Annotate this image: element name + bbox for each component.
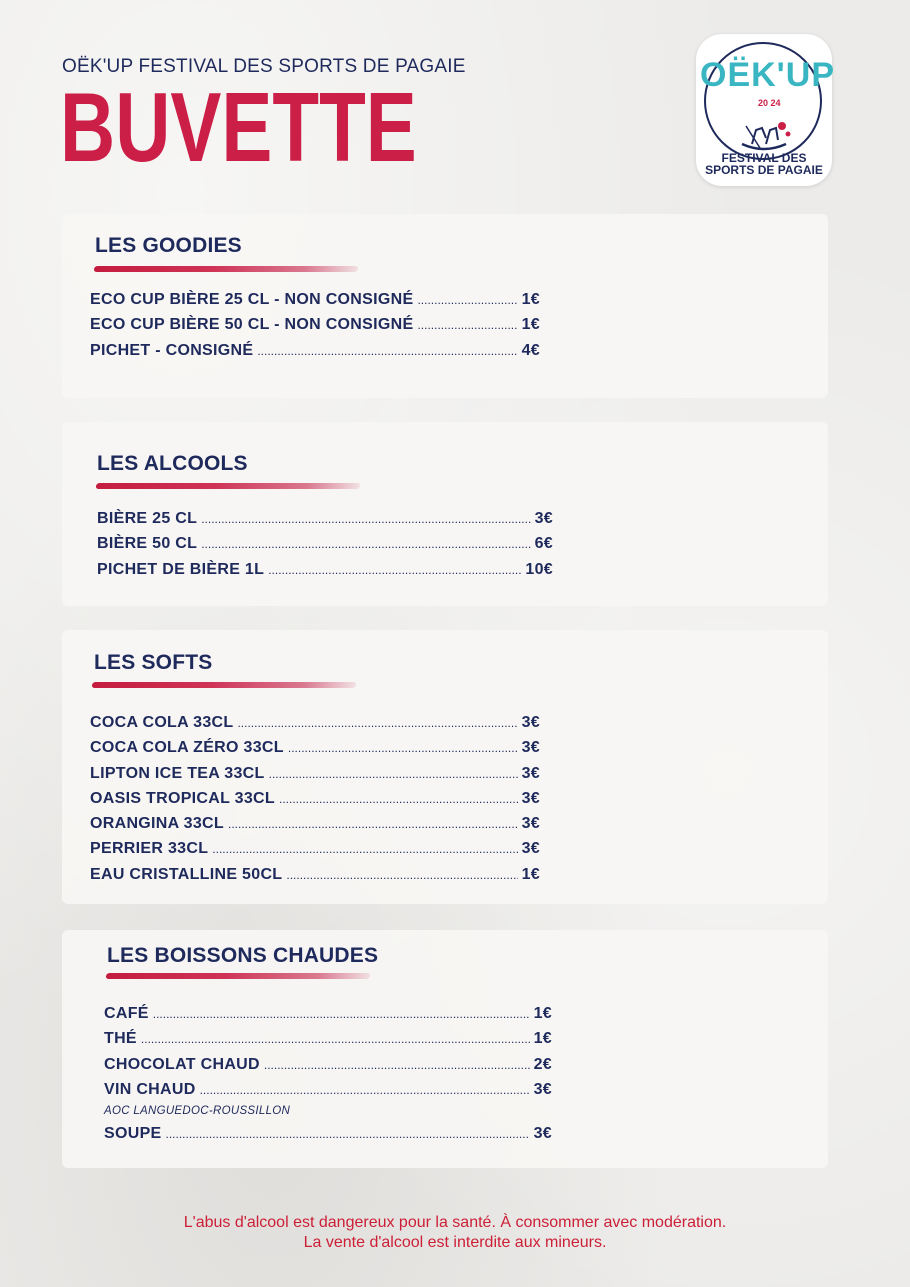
logo-tagline-line2: SPORTS DE PAGAIE (705, 163, 823, 177)
menu-item: PICHET - CONSIGNÉ ..... 4€ (90, 338, 540, 363)
section-goodies (62, 214, 828, 398)
logo-tagline-line1: FESTIVAL DES (721, 151, 807, 165)
menu-item: BIÈRE 50 CL ..... 6€ (97, 531, 553, 556)
menu-item: COCA COLA 33CL ..... 3€ (90, 710, 540, 735)
menu-list (104, 1001, 552, 1146)
menu-item: EAU CRISTALLINE 50CL ..... 1€ (90, 862, 540, 887)
menu-list (90, 287, 540, 363)
item-note: AOC LANGUEDOC-ROUSSILLON (104, 1105, 291, 1118)
brush-underline (95, 483, 360, 489)
menu-list (97, 506, 553, 582)
logo-tagline (696, 152, 832, 176)
section-title: LES GOODIES (95, 234, 242, 257)
health-warning-line1: L'abus d'alcool est dangereux pour la santé. À consommer avec modération. (183, 1214, 727, 1231)
menu-item: LIPTON ICE TEA 33CL ..... 3€ (90, 761, 540, 786)
logo-year: 20 24 (758, 98, 781, 108)
logo-brand: OËK'UP (700, 56, 835, 94)
page-title: BUVETTE (60, 72, 417, 182)
section-title: LES SOFTS (94, 651, 213, 674)
menu-item: COCA COLA ZÉRO 33CL ..... 3€ (90, 735, 540, 760)
menu-item: CAFÉ ..... 1€ (104, 1001, 552, 1026)
menu-item: SOUPE ..... 3€ (104, 1121, 552, 1146)
menu-item: ECO CUP BIÈRE 50 CL - NON CONSIGNÉ ..... 1€ (90, 312, 540, 337)
menu-item: ORANGINA 33CL ..... 3€ (90, 811, 540, 836)
brush-underline (93, 266, 358, 272)
menu-list (90, 710, 540, 887)
section-boissons-chaudes (62, 930, 828, 1168)
health-warning-line2: La vente d'alcool est interdite aux mineurs. (303, 1234, 607, 1251)
health-warning (0, 1213, 910, 1253)
festival-subtitle: OËK'UP FESTIVAL DES SPORTS DE PAGAIE (62, 56, 466, 77)
menu-item: BIÈRE 25 CL ..... 3€ (97, 506, 553, 531)
section-alcools (62, 422, 828, 606)
menu-item: PERRIER 33CL ..... 3€ (90, 836, 540, 861)
menu-item: PICHET DE BIÈRE 1L ..... 10€ (97, 557, 553, 582)
menu-item: THÉ ..... 1€ (104, 1026, 552, 1051)
menu-item: CHOCOLAT CHAUD ..... 2€ (104, 1052, 552, 1077)
menu-item: VIN CHAUD ..... 3€ (104, 1077, 552, 1102)
section-title: LES BOISSONS CHAUDES (107, 944, 379, 967)
festival-logo (696, 34, 835, 186)
menu-item: ECO CUP BIÈRE 25 CL - NON CONSIGNÉ ..... 1€ (90, 287, 540, 312)
section-title: LES ALCOOLS (97, 452, 248, 475)
section-softs (62, 630, 828, 904)
menu-item: OASIS TROPICAL 33CL ..... 3€ (90, 786, 540, 811)
brush-underline (91, 682, 356, 688)
brush-underline (105, 973, 370, 979)
